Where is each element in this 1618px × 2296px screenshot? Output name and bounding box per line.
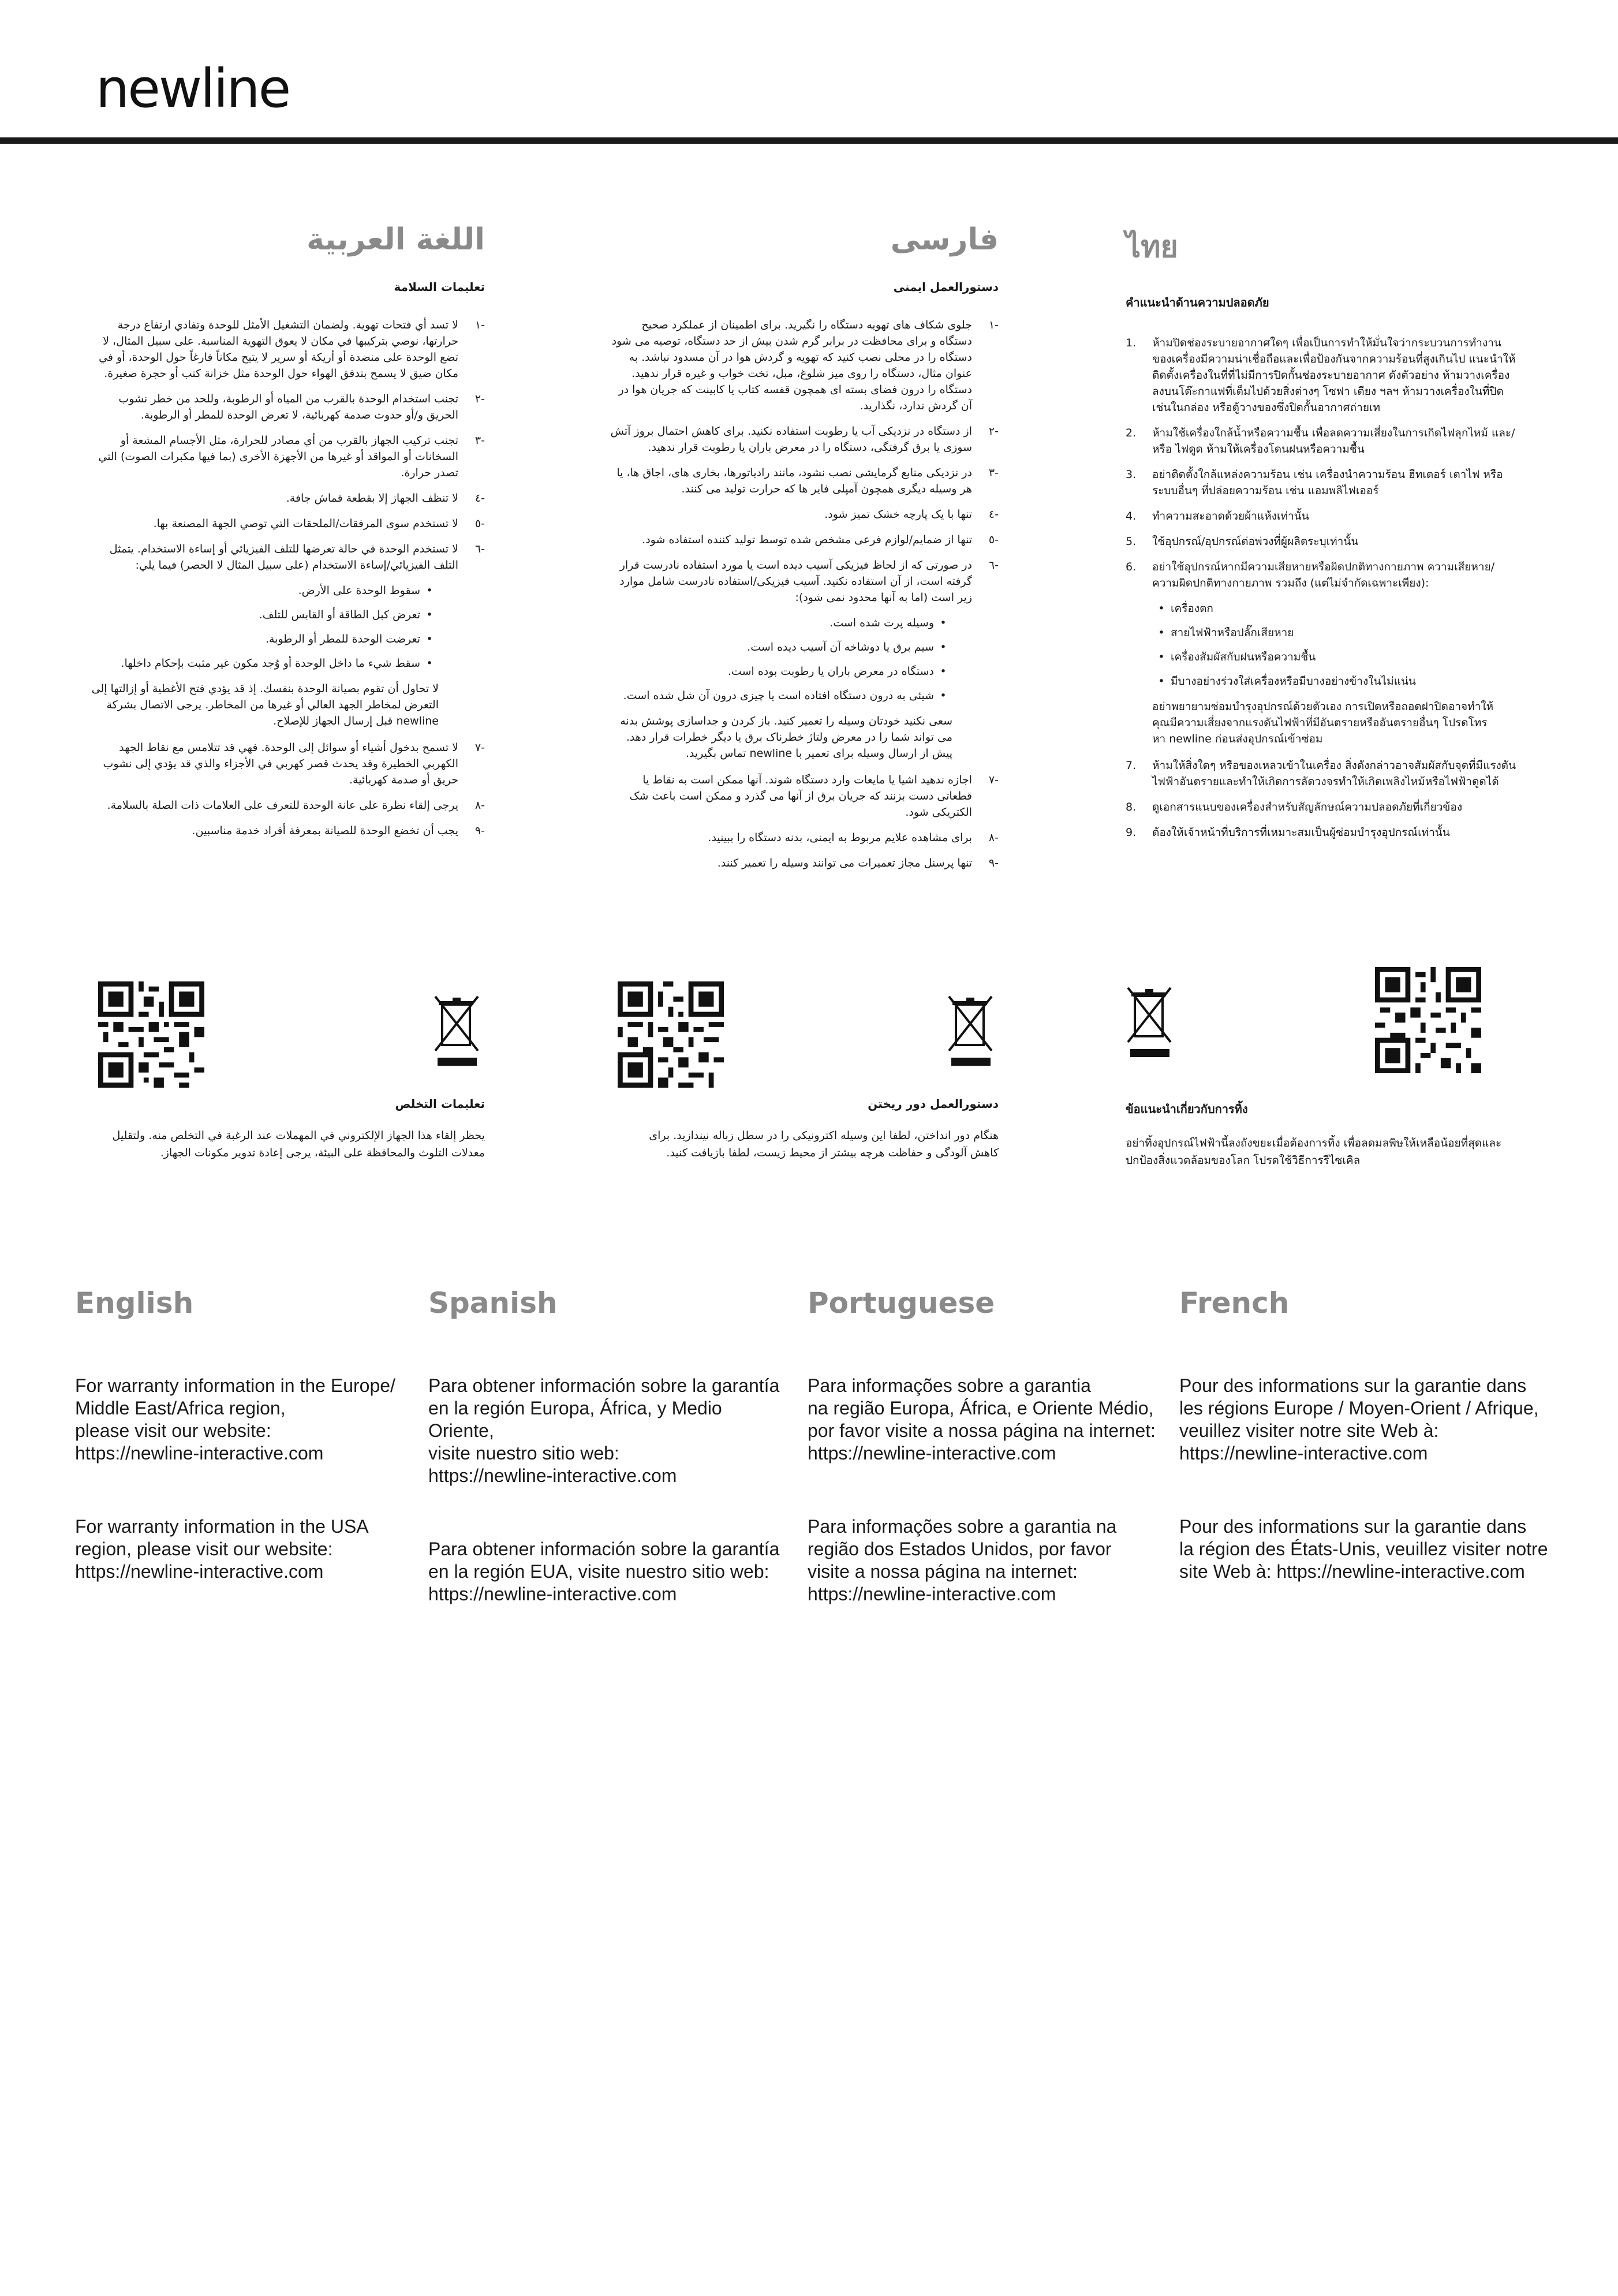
bullet-item: • สายไฟฟ้าหรือปลั๊กเสียหาย [1152,625,1518,641]
farsi-damage-bullets [606,615,952,704]
english-warranty-usa: For warranty information in the USA region, please visit our website: https://newline-interactive.com [75,1516,369,1582]
list-item: -٩ تنها پرسنل مجاز تعمیرات می توانند وسیله را تعمیر کنند. [717,857,999,869]
list-item: -٦ لا تستخدم الوحدة في حالة تعرضها للتلف الفيزيائي أو إساءة الاستخدام. يتمثل التلف الفيزيائي/إساءة الاستخدام (على سبيل المثال لا الحصر) فيما يلي: [109,543,485,572]
weee-bin-icon [947,993,995,1068]
arabic-service-note: لا تحاول أن تقوم بصيانة الوحدة بنفسك. إذ قد يؤدي فتح الأغطية أو إزالتها إلى التعرض لمخاطر الجهد العالي أو غيرها من المخاطر. يرجى الاتصال بشركة newline قبل إرسال الجهاز للإصلاح. [91,682,439,727]
list-item: 5. ใช้อุปกรณ์/อุปกรณ์ต่อพ่วงที่ผู้ผลิตระบุเท่านั้น [1126,535,1359,548]
bullet-item: • وسیله پرت شده است. [606,615,952,631]
bullet-item: • มีบางอย่างร่วงใส่เครื่องหรือมีบางอย่างข้างในไม่แน่น [1152,673,1518,689]
thai-safety-list [1126,335,1518,591]
warranty-french [1179,1286,1583,1634]
list-item: -٨ برای مشاهده علایم مربوط به ایمنی، بدنه دستگاه را ببینید. [708,831,999,844]
list-item: -٣ تجنب تركيب الجهاز بالقرب من أي مصادر للحرارة، مثل الأجسام المشعة أو السخانات أو المواقد أو غيرها من الأجهزة الأخرى (بما فيها مكبرات الصوت) التي تصدر حرارة. [98,434,485,479]
list-item: 9. ต้องให้เจ้าหน้าที่บริการที่เหมาะสมเป็นผู้ซ่อมบำรุงอุปกรณ์เท่านั้น [1126,826,1450,839]
list-item: 2. ห้ามใช้เครื่องใกล้น้ำหรือความชื้น เพื่อลดความเสี่ยงในการเกิดไฟลุกไหม้ และ/หรือ ไฟดูด ห้ามให้เครื่องโดนฝนหรือความชื้น [1126,427,1515,456]
bullet-item: • سقوط الوحدة على الأرض. [87,583,439,599]
portuguese-warranty-usa: Para informações sobre a garantia na região dos Estados Unidos, por favor visite a nossa página na internet: https://newline-interactive.com [808,1516,1117,1604]
english-warranty-emea: For warranty information in the Europe/ Middle East/Africa region, please visit our website: https://newline-interactive.com [75,1375,395,1464]
list-item: -٨ يرجى إلقاء نظرة على عانة الوحدة للتعرف على العلامات ذات الصلة بالسلامة. [107,799,485,812]
bullet-item: • سیم برق یا دوشاخه آن آسیب دیده است. [606,639,952,655]
farsi-disposal [618,981,999,1159]
list-item: 7. ห้ามให้สิ่งใดๆ หรือของเหลวเข้าในเครื่อง สิ่งดังกล่าวอาจสัมผัสกับจุดที่มีแรงดันไฟฟ้าอันตรายและทำให้เกิดการลัดวงจรทำให้เกิดเพลิงไหม้หรือไฟฟ้าดูดได้ [1126,759,1516,788]
thai-disposal-title: ข้อแนะนำเกี่ยวกับการทิ้ง [1126,1102,1248,1116]
farsi-section-title: دستورالعمل ایمنی [893,280,999,294]
french-warranty-emea: Pour des informations sur la garantie dans les régions Europe / Moyen-Orient / Afrique, veuillez visiter notre site Web à: https://newline-interactive.com [1179,1375,1539,1464]
list-item: -٥ لا تستخدم سوى المرفقات/الملحقات التي توصي الجهة المصنعة بها. [153,517,485,530]
list-item: 6. อย่าใช้อุปกรณ์หากมีความเสียหายหรือผิดปกติทางกายภาพ ความเสียหาย/ความผิดปกติทางกายภาพ รวมถึง (แต่ไม่จำกัดเฉพาะเพียง): [1126,561,1495,589]
thai-safety-list-continued [1126,757,1518,841]
thai-title: ไทย [1126,230,1178,264]
portuguese-title: Portuguese [808,1286,995,1320]
list-item: -٢ از دستگاه در نزدیکی آب یا رطوبت استفاده نکنید. برای کاهش احتمال بروز آتش سوزی یا برق گرفتگی، دستگاه را در معرض باران یا رطوبت قرار ندهید. [610,425,999,454]
newline-logo: newline [96,58,290,120]
warranty-portuguese [808,1286,1165,1656]
list-item: -٦ در صورتی که از لحاظ فیزیکی آسیب دیده است یا مورد استفاده نادرست قرار گرفته است، از آن استفاده نکنید. آسیب فیزیکی/استفاده نادرست شامل موارد زیر است (اما به آنها محدود نمی شود): [619,559,999,604]
arabic-column [87,222,485,848]
list-item: -٤ لا تنظف الجهاز إلا بقطعة قماش جافة. [286,492,485,505]
header-rule [0,137,1618,144]
qr-code-icon [1375,967,1481,1073]
farsi-disposal-text: هنگام دور انداختن، لطفا این وسیله اکترونیکی را در سطل زباله نیندازید. برای کاهش آلودگی و حفاظت هرچه بیشتر از محیط زیست، لطفا بازیافت کنید. [649,1129,999,1159]
arabic-safety-list [87,317,485,573]
arabic-disposal-text: يحظر إلقاء هذا الجهاز الإلكتروني في المهملات عند الرغبة في التخلص منه. ولتقليل معدلات التلوث والمحافظة على البيئة، يرجى إعادة تدوير مكونات الجهاز. [112,1129,485,1159]
farsi-title: فارسی [890,222,999,257]
list-item: -٧ لا تسمح بدخول أشياء أو سوائل إلى الوحدة. فهي قد تتلامس مع نقاط الجهد الكهربي الخطيرة وقد يحدث قصر كهربي في الأجزاء والذي قد يؤدي إلى نشوب حريق أو صدمة كهربائية. [103,741,485,786]
farsi-service-note: سعی نکنید خودتان وسیله را تعمیر کنید. باز کردن و جداسازی پوشش بدنه می تواند شما را در معرض ولتاژ خطرناک برق یا دیگر خطرات قرار دهد. پیش از ارسال وسیله برای تعمیر با newline تماس بگیرید. [620,715,952,760]
list-item: 8. ดูเอกสารแนบของเครื่องสำหรับสัญลักษณ์ความปลอดภัยที่เกี่ยวข้อง [1126,801,1463,813]
list-item: -٤ تنها با یک پارچه خشک تمیز شود. [824,508,999,521]
arabic-title: اللغة العربية [307,222,485,257]
bullet-item: • دستگاه در معرض باران یا رطوبت بوده است. [606,663,952,680]
bullet-item: • تعرضت الوحدة للمطر أو الرطوبة. [87,631,439,647]
arabic-damage-bullets [87,583,439,671]
list-item: -٥ تنها از ضمایم/لوازم فرعی مشخص شده توسط تولید کننده استفاده شود. [642,533,999,546]
spanish-warranty-usa: Para obtener información sobre la garantía en la región EUA, visite nuestro sitio web: https://newline-interactive.com [428,1539,780,1604]
list-item: -٢ تجنب استخدام الوحدة بالقرب من المياه أو الرطوبة، وللحد من خطر نشوب الحريق و/أو حدوث صدمة كهربائية، لا تعرض الوحدة للمطر أو الرطوبة. [118,393,485,421]
arabic-disposal-title: تعليمات التخلص [395,1097,485,1111]
arabic-section-title: تعليمات السلامة [394,280,485,294]
english-title: English [75,1286,194,1320]
list-item: 3. อย่าติดตั้งใกล้แหล่งความร้อน เช่น เครื่องนำความร้อน ฮีทเตอร์ เตาไฟ หรือระบบอื่นๆ ที่ปล่อยความร้อน เช่น แอมพลิไฟเออร์ [1126,468,1503,497]
thai-service-note: อย่าพยายามซ่อมบำรุงอุปกรณ์ด้วยตัวเอง การเปิดหรือถอดฝาปิดอาจทำให้คุณมีความเสี่ยงจากแรงดันไฟฟ้าที่มีอันตรายหรืออันตรายอื่นๆ โปรดโทรหา newline ก่อนส่งอุปกรณ์เข้าซ่อม [1152,700,1494,745]
list-item: -٣ در نزدیکی منابع گرمایشی نصب نشود، مانند رادیاتورها، بخاری های، اجاق ها، یا هر وسیله دیگری همچون آمپلی فایر ها که حرارت تولید می کنند. [616,466,999,495]
weee-bin-icon [1126,984,1174,1059]
list-item: 4. ทำความสะอาดด้วยผ้าแห้งเท่านั้น [1126,510,1309,522]
french-title: French [1179,1286,1290,1320]
arabic-safety-list-continued [87,740,485,839]
bullet-item: • เครื่องสัมผัสกับฝนหรือความชื้น [1152,649,1518,665]
list-item: 1. ห้ามปิดช่องระบายอากาศใดๆ เพื่อเป็นการทำให้มั่นใจว่ากระบวนการทำงานของเครื่องมีความน่าเชื่อถือและเพื่อป้องกันจากความร้อนที่สูงเกินไป แนะนำให้ติดตั้งเครื่องในที่ที่ไม่มีการปิดกั้นช่องระบายอากาศ ดังตัวอย่าง ห้ามวางเครื่องลงบนโต๊ะกาแฟที่เต็มไปด้วยสิ่งต่างๆ โซฟา เตียง ฯลฯ ห้ามวางเครื่องในที่ปิด เช่นในกล่อง หรือตู้วางของซึ่งปิดกั้นอากาศถ่ายเท [1126,337,1516,414]
bullet-item: • تعرض كبل الطاقة أو القابس للتلف. [87,607,439,623]
french-warranty-usa: Pour des informations sur la garantie dans la région des États-Unis, veuillez visiter notre site Web à: https://newline-interactive.com [1179,1516,1548,1582]
farsi-column [606,222,999,880]
arabic-disposal [98,981,485,1159]
list-item: -٩ يجب أن تخضع الوحدة للصيانة بمعرفة أفراد خدمة مناسبين. [192,824,485,837]
list-item: -١ جلوی شکاف های تهویه دستگاه را نگیرید. برای اطمینان از عملکرد صحیح دستگاه و برای محافظت در برابر گرم شدن بیش از حد دستگاه، توصیه می شود دستگاه را در محلی نصب کنید که تهویه و گردش هوا در آن مسدود نباشد. به عنوان مثال، دستگاه را روی میز شلوغ، مبل، تخت خواب و غیره قرار ندهید. دستگاه را درون فضای بسته ای همچون قفسه کتاب یا کابینت که جریان هوا در آن گردش ندارد، نگذارید. [611,319,999,412]
thai-section-title: คำแนะนำด้านความปลอดภัย [1126,296,1269,309]
thai-damage-bullets [1152,600,1518,689]
qr-code-icon [618,981,724,1088]
bullet-item: • شیئی به درون دستگاه افتاده است یا چیزی درون آن شل شده است. [606,688,952,704]
farsi-disposal-title: دستورالعمل دور ریختن [868,1097,999,1111]
list-item: -١ لا تسد أي فتحات تهوية. ولضمان التشغيل الأمثل للوحدة وتفادي ارتفاع درجة حرارتها، نوصي بتركيبها في مكان لا يعوق التهوية المناسبة. على سبيل المثال، لا تضع الوحدة على منضدة أو أريكة أو سرير لا يتيح مكاناً فارغاً حول الوحدة، أو في مكان ضيق لا يسمح بتدفق الهواء حول الوحدة مثل خزانة كتب أو حجرة صغيرة. [99,319,485,380]
bullet-item: • سقط شيء ما داخل الوحدة أو وُجد مكون غير مثبت بإحكام داخلها. [87,655,439,671]
qr-code-icon [98,981,204,1088]
farsi-safety-list-continued [606,772,999,871]
warranty-spanish [428,1286,786,1656]
farsi-safety-list [606,317,999,606]
spanish-title: Spanish [428,1286,558,1320]
warranty-english [75,1286,410,1634]
portuguese-warranty-emea: Para informações sobre a garantia na região Europa, África, e Oriente Médio, por favor visite a nossa página na internet: https://newline-interactive.com [808,1375,1156,1464]
spanish-warranty-emea: Para obtener información sobre la garantía en la región Europa, África, y Medio Oriente, visite nuestro sitio web: https://newline-interactive.com [428,1375,780,1486]
list-item: -٧ اجازه ندهید اشیا یا مایعات وارد دستگاه شوند. آنها ممکن است به نقاط یا قطعاتی دست بزنند که جریان برق از آنها می گذرد و ممکن است باعث شک الکتریکی شود. [629,774,999,819]
thai-disposal [1126,967,1518,1167]
thai-column [1126,222,1518,850]
bullet-item: • เครื่องตก [1152,600,1518,617]
thai-disposal-text: อย่าทิ้งอุปกรณ์ไฟฟ้านี้ลงถังขยะเมื่อต้องการทิ้ง เพื่อลดมลพิษให้เหลือน้อยที่สุดและปกป้องสิ่งแวดล้อมของโลก โปรดใช้วิธีการรีไซเคิล [1126,1137,1502,1167]
weee-bin-icon [433,993,481,1068]
